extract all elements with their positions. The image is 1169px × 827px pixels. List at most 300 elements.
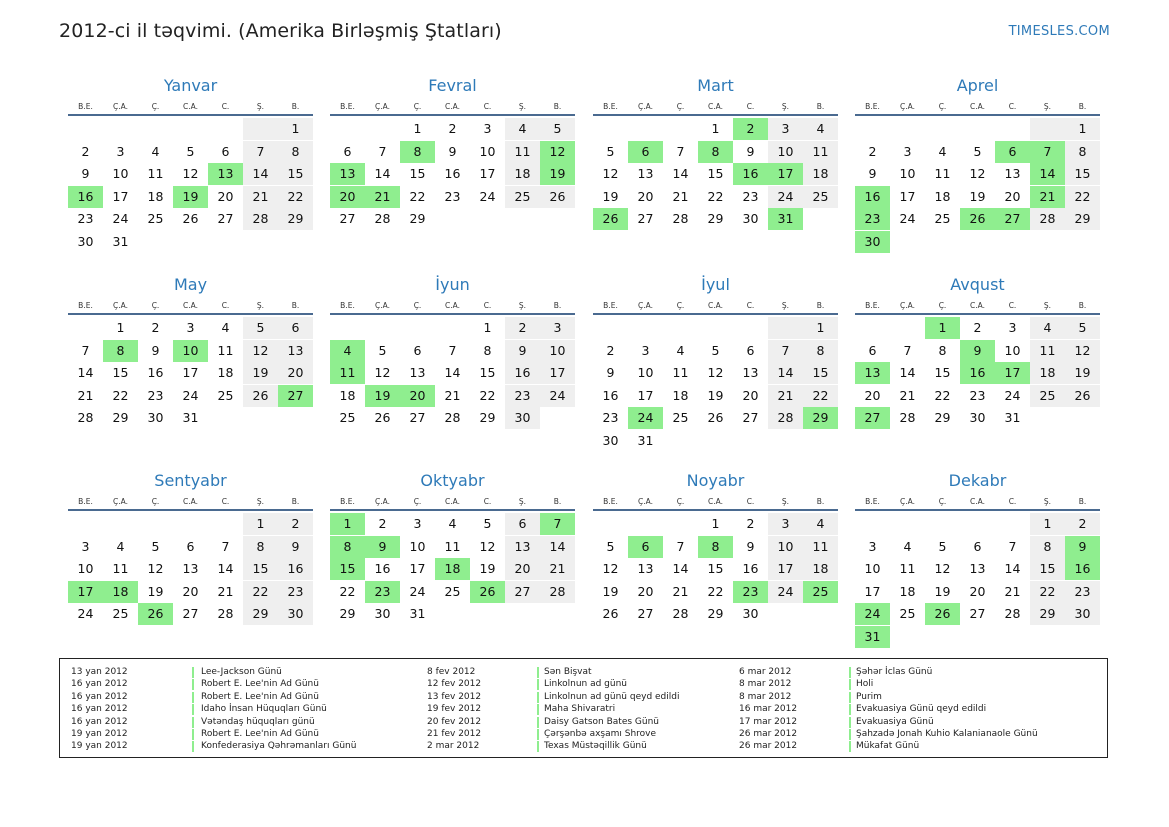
- holiday-day-cell[interactable]: 18: [103, 581, 138, 603]
- day-cell[interactable]: 8: [803, 340, 838, 362]
- day-cell[interactable]: 29: [707, 606, 724, 621]
- day-cell[interactable]: 23: [77, 211, 94, 226]
- day-cell[interactable]: 29: [1065, 208, 1100, 230]
- day-cell[interactable]: 27: [505, 581, 540, 603]
- day-cell[interactable]: 29: [934, 410, 951, 425]
- day-cell[interactable]: 22: [112, 387, 129, 403]
- day-cell[interactable]: 18: [899, 583, 916, 599]
- day-cell[interactable]: 11: [147, 166, 164, 181]
- holiday-day-cell[interactable]: 23: [733, 581, 768, 603]
- day-cell[interactable]: 23: [1065, 581, 1100, 603]
- holiday-day-cell[interactable]: 31: [855, 626, 890, 648]
- day-cell[interactable]: 10: [864, 561, 881, 576]
- day-cell[interactable]: 27: [339, 211, 356, 226]
- day-cell[interactable]: 31: [182, 410, 199, 425]
- day-cell[interactable]: 15: [707, 561, 724, 576]
- day-cell[interactable]: 8: [243, 536, 278, 558]
- holiday-day-cell[interactable]: 6: [995, 141, 1030, 163]
- day-cell[interactable]: 20: [278, 362, 313, 384]
- day-cell[interactable]: 4: [448, 516, 457, 531]
- day-cell[interactable]: 25: [672, 410, 689, 425]
- holiday-day-cell[interactable]: 19: [173, 186, 208, 208]
- day-cell[interactable]: 18: [217, 365, 234, 380]
- holiday-day-cell[interactable]: 19: [365, 385, 400, 407]
- day-cell[interactable]: 3: [641, 342, 650, 358]
- day-cell[interactable]: 7: [81, 342, 90, 358]
- day-cell[interactable]: 12: [969, 166, 986, 181]
- day-cell[interactable]: 12: [147, 561, 164, 576]
- day-cell[interactable]: 19: [969, 188, 986, 204]
- day-cell[interactable]: 7: [903, 342, 912, 358]
- day-cell[interactable]: 12: [182, 166, 199, 181]
- day-cell[interactable]: 22: [707, 188, 724, 204]
- day-cell[interactable]: 30: [278, 603, 313, 625]
- day-cell[interactable]: 3: [868, 538, 877, 554]
- day-cell[interactable]: 19: [602, 583, 619, 599]
- holiday-day-cell[interactable]: 17: [68, 581, 103, 603]
- holiday-day-cell[interactable]: 30: [855, 231, 890, 253]
- day-cell[interactable]: 7: [1008, 538, 1017, 554]
- day-cell[interactable]: 22: [1030, 581, 1065, 603]
- day-cell[interactable]: 15: [934, 365, 951, 380]
- day-cell[interactable]: 28: [1030, 208, 1065, 230]
- day-cell[interactable]: 5: [243, 317, 278, 339]
- holiday-day-cell[interactable]: 8: [698, 141, 733, 163]
- day-cell[interactable]: 10: [768, 141, 803, 163]
- day-cell[interactable]: 13: [182, 561, 199, 576]
- day-cell[interactable]: 9: [505, 340, 540, 362]
- day-cell[interactable]: 29: [409, 211, 426, 226]
- day-cell[interactable]: 17: [899, 188, 916, 204]
- day-cell[interactable]: 3: [81, 538, 90, 554]
- day-cell[interactable]: 30: [742, 606, 759, 621]
- day-cell[interactable]: 19: [1065, 362, 1100, 384]
- holiday-day-cell[interactable]: 26: [138, 603, 173, 625]
- day-cell[interactable]: 3: [186, 320, 195, 335]
- holiday-day-cell[interactable]: 25: [803, 581, 838, 603]
- day-cell[interactable]: 28: [374, 211, 391, 226]
- day-cell[interactable]: 21: [672, 188, 689, 204]
- holiday-day-cell[interactable]: 15: [330, 558, 365, 580]
- holiday-day-cell[interactable]: 21: [365, 186, 400, 208]
- day-cell[interactable]: 24: [768, 186, 803, 208]
- day-cell[interactable]: 1: [278, 118, 313, 140]
- day-cell[interactable]: 30: [602, 432, 619, 448]
- day-cell[interactable]: 3: [768, 513, 803, 535]
- day-cell[interactable]: 5: [711, 342, 720, 358]
- day-cell[interactable]: 25: [217, 387, 234, 403]
- holiday-day-cell[interactable]: 1: [925, 317, 960, 339]
- day-cell[interactable]: 16: [602, 387, 619, 403]
- day-cell[interactable]: 7: [676, 143, 685, 159]
- day-cell[interactable]: 16: [444, 166, 461, 181]
- day-cell[interactable]: 15: [707, 166, 724, 181]
- holiday-day-cell[interactable]: 9: [960, 340, 995, 362]
- day-cell[interactable]: 18: [1030, 362, 1065, 384]
- day-cell[interactable]: 30: [969, 410, 986, 425]
- day-cell[interactable]: 28: [672, 211, 689, 226]
- day-cell[interactable]: 29: [112, 410, 129, 425]
- day-cell[interactable]: 10: [112, 166, 129, 181]
- day-cell[interactable]: 19: [934, 583, 951, 599]
- holiday-day-cell[interactable]: 31: [768, 208, 803, 230]
- day-cell[interactable]: 26: [182, 211, 199, 226]
- day-cell[interactable]: 25: [112, 606, 129, 621]
- day-cell[interactable]: 22: [278, 186, 313, 208]
- day-cell[interactable]: 25: [147, 211, 164, 226]
- day-cell[interactable]: 14: [899, 365, 916, 380]
- day-cell[interactable]: 27: [182, 606, 199, 621]
- day-cell[interactable]: 12: [374, 365, 391, 380]
- day-cell[interactable]: 7: [768, 340, 803, 362]
- day-cell[interactable]: 3: [540, 317, 575, 339]
- day-cell[interactable]: 22: [1065, 186, 1100, 208]
- day-cell[interactable]: 26: [243, 385, 278, 407]
- day-cell[interactable]: 9: [606, 365, 615, 380]
- day-cell[interactable]: 10: [768, 536, 803, 558]
- day-cell[interactable]: 14: [77, 365, 94, 380]
- day-cell[interactable]: 29: [707, 211, 724, 226]
- day-cell[interactable]: 11: [934, 166, 951, 181]
- day-cell[interactable]: 21: [899, 387, 916, 403]
- holiday-day-cell[interactable]: 7: [1030, 141, 1065, 163]
- holiday-day-cell[interactable]: 24: [855, 603, 890, 625]
- day-cell[interactable]: 25: [934, 211, 951, 226]
- day-cell[interactable]: 4: [938, 143, 947, 159]
- holiday-day-cell[interactable]: 13: [330, 163, 365, 185]
- day-cell[interactable]: 2: [151, 320, 160, 335]
- day-cell[interactable]: 5: [151, 538, 160, 554]
- day-cell[interactable]: 25: [444, 583, 461, 599]
- day-cell[interactable]: 22: [409, 188, 426, 204]
- day-cell[interactable]: 6: [186, 538, 195, 554]
- holiday-day-cell[interactable]: 13: [208, 163, 243, 185]
- day-cell[interactable]: 9: [448, 143, 457, 159]
- day-cell[interactable]: 30: [77, 233, 94, 249]
- day-cell[interactable]: 8: [278, 141, 313, 163]
- day-cell[interactable]: 12: [479, 538, 496, 554]
- day-cell[interactable]: 18: [147, 188, 164, 204]
- day-cell[interactable]: 18: [672, 387, 689, 403]
- day-cell[interactable]: 24: [409, 583, 426, 599]
- holiday-day-cell[interactable]: 12: [540, 141, 575, 163]
- day-cell[interactable]: 31: [1004, 410, 1021, 425]
- holiday-day-cell[interactable]: 16: [68, 186, 103, 208]
- holiday-day-cell[interactable]: 27: [278, 385, 313, 407]
- day-cell[interactable]: 8: [1065, 141, 1100, 163]
- day-cell[interactable]: 24: [77, 606, 94, 621]
- day-cell[interactable]: 28: [768, 407, 803, 429]
- holiday-day-cell[interactable]: 16: [855, 186, 890, 208]
- day-cell[interactable]: 1: [711, 516, 720, 531]
- day-cell[interactable]: 2: [606, 342, 615, 358]
- day-cell[interactable]: 1: [1065, 118, 1100, 140]
- day-cell[interactable]: 14: [374, 166, 391, 181]
- day-cell[interactable]: 26: [374, 410, 391, 425]
- holiday-day-cell[interactable]: 9: [1065, 536, 1100, 558]
- day-cell[interactable]: 30: [374, 606, 391, 621]
- day-cell[interactable]: 9: [151, 342, 160, 358]
- day-cell[interactable]: 4: [803, 118, 838, 140]
- day-cell[interactable]: 2: [746, 516, 755, 531]
- holiday-day-cell[interactable]: 17: [995, 362, 1030, 384]
- holiday-day-cell[interactable]: 16: [733, 163, 768, 185]
- day-cell[interactable]: 6: [868, 342, 877, 358]
- day-cell[interactable]: 13: [1004, 166, 1021, 181]
- day-cell[interactable]: 22: [803, 385, 838, 407]
- day-cell[interactable]: 12: [707, 365, 724, 380]
- day-cell[interactable]: 30: [147, 410, 164, 425]
- day-cell[interactable]: 11: [444, 538, 461, 554]
- holiday-day-cell[interactable]: 23: [365, 581, 400, 603]
- holiday-day-cell[interactable]: 27: [995, 208, 1030, 230]
- day-cell[interactable]: 27: [742, 410, 759, 425]
- day-cell[interactable]: 23: [444, 188, 461, 204]
- day-cell[interactable]: 20: [969, 583, 986, 599]
- day-cell[interactable]: 29: [339, 606, 356, 621]
- holiday-day-cell[interactable]: 20: [330, 186, 365, 208]
- day-cell[interactable]: 20: [217, 188, 234, 204]
- day-cell[interactable]: 1: [116, 320, 125, 335]
- day-cell[interactable]: 18: [803, 163, 838, 185]
- day-cell[interactable]: 15: [409, 166, 426, 181]
- day-cell[interactable]: 25: [505, 186, 540, 208]
- day-cell[interactable]: 21: [1004, 583, 1021, 599]
- day-cell[interactable]: 10: [540, 340, 575, 362]
- day-cell[interactable]: 5: [186, 143, 195, 159]
- day-cell[interactable]: 4: [221, 320, 230, 335]
- day-cell[interactable]: 6: [221, 143, 230, 159]
- day-cell[interactable]: 29: [1030, 603, 1065, 625]
- day-cell[interactable]: 23: [742, 188, 759, 204]
- day-cell[interactable]: 1: [413, 121, 422, 136]
- holiday-day-cell[interactable]: 10: [173, 340, 208, 362]
- day-cell[interactable]: 5: [606, 538, 615, 554]
- day-cell[interactable]: 18: [803, 558, 838, 580]
- day-cell[interactable]: 20: [742, 387, 759, 403]
- holiday-day-cell[interactable]: 8: [330, 536, 365, 558]
- day-cell[interactable]: 28: [899, 410, 916, 425]
- day-cell[interactable]: 4: [903, 538, 912, 554]
- holiday-day-cell[interactable]: 26: [960, 208, 995, 230]
- day-cell[interactable]: 3: [903, 143, 912, 159]
- day-cell[interactable]: 21: [444, 387, 461, 403]
- day-cell[interactable]: 28: [243, 208, 278, 230]
- day-cell[interactable]: 2: [868, 143, 877, 159]
- day-cell[interactable]: 17: [768, 558, 803, 580]
- day-cell[interactable]: 9: [868, 166, 877, 181]
- holiday-day-cell[interactable]: 27: [855, 407, 890, 429]
- day-cell[interactable]: 2: [505, 317, 540, 339]
- day-cell[interactable]: 5: [606, 143, 615, 159]
- day-cell[interactable]: 2: [1065, 513, 1100, 535]
- day-cell[interactable]: 27: [217, 211, 234, 226]
- day-cell[interactable]: 28: [77, 410, 94, 425]
- day-cell[interactable]: 11: [505, 141, 540, 163]
- day-cell[interactable]: 18: [339, 387, 356, 403]
- day-cell[interactable]: 10: [899, 166, 916, 181]
- day-cell[interactable]: 16: [374, 561, 391, 576]
- day-cell[interactable]: 26: [602, 606, 619, 621]
- holiday-day-cell[interactable]: 7: [540, 513, 575, 535]
- holiday-day-cell[interactable]: 20: [400, 385, 435, 407]
- holiday-day-cell[interactable]: 1: [330, 513, 365, 535]
- day-cell[interactable]: 22: [339, 583, 356, 599]
- day-cell[interactable]: 1: [803, 317, 838, 339]
- day-cell[interactable]: 6: [413, 342, 422, 358]
- day-cell[interactable]: 30: [505, 407, 540, 429]
- day-cell[interactable]: 25: [339, 410, 356, 425]
- day-cell[interactable]: 11: [803, 536, 838, 558]
- day-cell[interactable]: 10: [1004, 342, 1021, 358]
- day-cell[interactable]: 3: [1008, 320, 1017, 335]
- day-cell[interactable]: 2: [378, 516, 387, 531]
- day-cell[interactable]: 21: [672, 583, 689, 599]
- day-cell[interactable]: 10: [637, 365, 654, 380]
- holiday-day-cell[interactable]: 14: [1030, 163, 1065, 185]
- day-cell[interactable]: 23: [602, 410, 619, 425]
- day-cell[interactable]: 12: [934, 561, 951, 576]
- day-cell[interactable]: 12: [602, 561, 619, 576]
- day-cell[interactable]: 29: [278, 208, 313, 230]
- day-cell[interactable]: 21: [540, 558, 575, 580]
- day-cell[interactable]: 27: [409, 410, 426, 425]
- day-cell[interactable]: 3: [483, 121, 492, 136]
- day-cell[interactable]: 12: [602, 166, 619, 181]
- holiday-day-cell[interactable]: 19: [540, 163, 575, 185]
- day-cell[interactable]: 29: [479, 410, 496, 425]
- day-cell[interactable]: 8: [938, 342, 947, 358]
- holiday-day-cell[interactable]: 18: [435, 558, 470, 580]
- day-cell[interactable]: 27: [637, 606, 654, 621]
- day-cell[interactable]: 4: [803, 513, 838, 535]
- day-cell[interactable]: 4: [116, 538, 125, 554]
- holiday-day-cell[interactable]: 26: [593, 208, 628, 230]
- day-cell[interactable]: 25: [1030, 385, 1065, 407]
- day-cell[interactable]: 31: [637, 432, 654, 448]
- day-cell[interactable]: 26: [540, 186, 575, 208]
- day-cell[interactable]: 5: [540, 118, 575, 140]
- day-cell[interactable]: 14: [672, 166, 689, 181]
- day-cell[interactable]: 3: [768, 118, 803, 140]
- day-cell[interactable]: 7: [243, 141, 278, 163]
- day-cell[interactable]: 2: [973, 320, 982, 335]
- day-cell[interactable]: 21: [243, 186, 278, 208]
- day-cell[interactable]: 8: [1030, 536, 1065, 558]
- day-cell[interactable]: 14: [444, 365, 461, 380]
- day-cell[interactable]: 20: [505, 558, 540, 580]
- day-cell[interactable]: 20: [1004, 188, 1021, 204]
- day-cell[interactable]: 20: [637, 188, 654, 204]
- day-cell[interactable]: 28: [1004, 606, 1021, 621]
- day-cell[interactable]: 28: [217, 606, 234, 621]
- day-cell[interactable]: 4: [151, 143, 160, 159]
- day-cell[interactable]: 15: [479, 365, 496, 380]
- day-cell[interactable]: 13: [505, 536, 540, 558]
- holiday-day-cell[interactable]: 11: [330, 362, 365, 384]
- day-cell[interactable]: 12: [1065, 340, 1100, 362]
- day-cell[interactable]: 13: [969, 561, 986, 576]
- day-cell[interactable]: 9: [746, 143, 755, 159]
- day-cell[interactable]: 15: [243, 558, 278, 580]
- day-cell[interactable]: 31: [409, 606, 426, 621]
- day-cell[interactable]: 19: [243, 362, 278, 384]
- day-cell[interactable]: 7: [676, 538, 685, 554]
- day-cell[interactable]: 13: [278, 340, 313, 362]
- day-cell[interactable]: 15: [112, 365, 129, 380]
- day-cell[interactable]: 20: [864, 387, 881, 403]
- day-cell[interactable]: 25: [899, 606, 916, 621]
- holiday-day-cell[interactable]: 16: [1065, 558, 1100, 580]
- day-cell[interactable]: 13: [409, 365, 426, 380]
- day-cell[interactable]: 14: [217, 561, 234, 576]
- day-cell[interactable]: 2: [448, 121, 457, 136]
- holiday-day-cell[interactable]: 8: [698, 536, 733, 558]
- holiday-day-cell[interactable]: 8: [103, 340, 138, 362]
- day-cell[interactable]: 8: [483, 342, 492, 358]
- day-cell[interactable]: 17: [637, 387, 654, 403]
- day-cell[interactable]: 24: [182, 387, 199, 403]
- holiday-day-cell[interactable]: 13: [855, 362, 890, 384]
- day-cell[interactable]: 1: [711, 121, 720, 136]
- day-cell[interactable]: 29: [243, 603, 278, 625]
- day-cell[interactable]: 13: [637, 561, 654, 576]
- day-cell[interactable]: 6: [343, 143, 352, 159]
- day-cell[interactable]: 30: [1065, 603, 1100, 625]
- holiday-day-cell[interactable]: 26: [925, 603, 960, 625]
- day-cell[interactable]: 1: [1030, 513, 1065, 535]
- day-cell[interactable]: 5: [483, 516, 492, 531]
- day-cell[interactable]: 21: [768, 385, 803, 407]
- holiday-day-cell[interactable]: 17: [768, 163, 803, 185]
- day-cell[interactable]: 18: [505, 163, 540, 185]
- day-cell[interactable]: 4: [505, 118, 540, 140]
- day-cell[interactable]: 9: [81, 166, 90, 181]
- day-cell[interactable]: 2: [81, 143, 90, 159]
- day-cell[interactable]: 15: [1065, 163, 1100, 185]
- day-cell[interactable]: 24: [1004, 387, 1021, 403]
- day-cell[interactable]: 14: [1004, 561, 1021, 576]
- day-cell[interactable]: 19: [147, 583, 164, 599]
- day-cell[interactable]: 5: [938, 538, 947, 554]
- day-cell[interactable]: 21: [77, 387, 94, 403]
- day-cell[interactable]: 31: [112, 233, 129, 249]
- day-cell[interactable]: 22: [479, 387, 496, 403]
- holiday-day-cell[interactable]: 23: [855, 208, 890, 230]
- day-cell[interactable]: 1: [483, 320, 492, 335]
- day-cell[interactable]: 11: [899, 561, 916, 576]
- day-cell[interactable]: 27: [969, 606, 986, 621]
- day-cell[interactable]: 26: [1065, 385, 1100, 407]
- day-cell[interactable]: 23: [505, 385, 540, 407]
- day-cell[interactable]: 27: [637, 211, 654, 226]
- day-cell[interactable]: 17: [409, 561, 426, 576]
- day-cell[interactable]: 14: [768, 362, 803, 384]
- day-cell[interactable]: 4: [676, 342, 685, 358]
- day-cell[interactable]: 24: [768, 581, 803, 603]
- day-cell[interactable]: 14: [243, 163, 278, 185]
- day-cell[interactable]: 2: [278, 513, 313, 535]
- day-cell[interactable]: 24: [899, 211, 916, 226]
- day-cell[interactable]: 11: [112, 561, 129, 576]
- day-cell[interactable]: 3: [413, 516, 422, 531]
- day-cell[interactable]: 26: [707, 410, 724, 425]
- day-cell[interactable]: 19: [602, 188, 619, 204]
- day-cell[interactable]: 24: [112, 211, 129, 226]
- day-cell[interactable]: 28: [672, 606, 689, 621]
- holiday-day-cell[interactable]: 21: [1030, 186, 1065, 208]
- day-cell[interactable]: 23: [969, 387, 986, 403]
